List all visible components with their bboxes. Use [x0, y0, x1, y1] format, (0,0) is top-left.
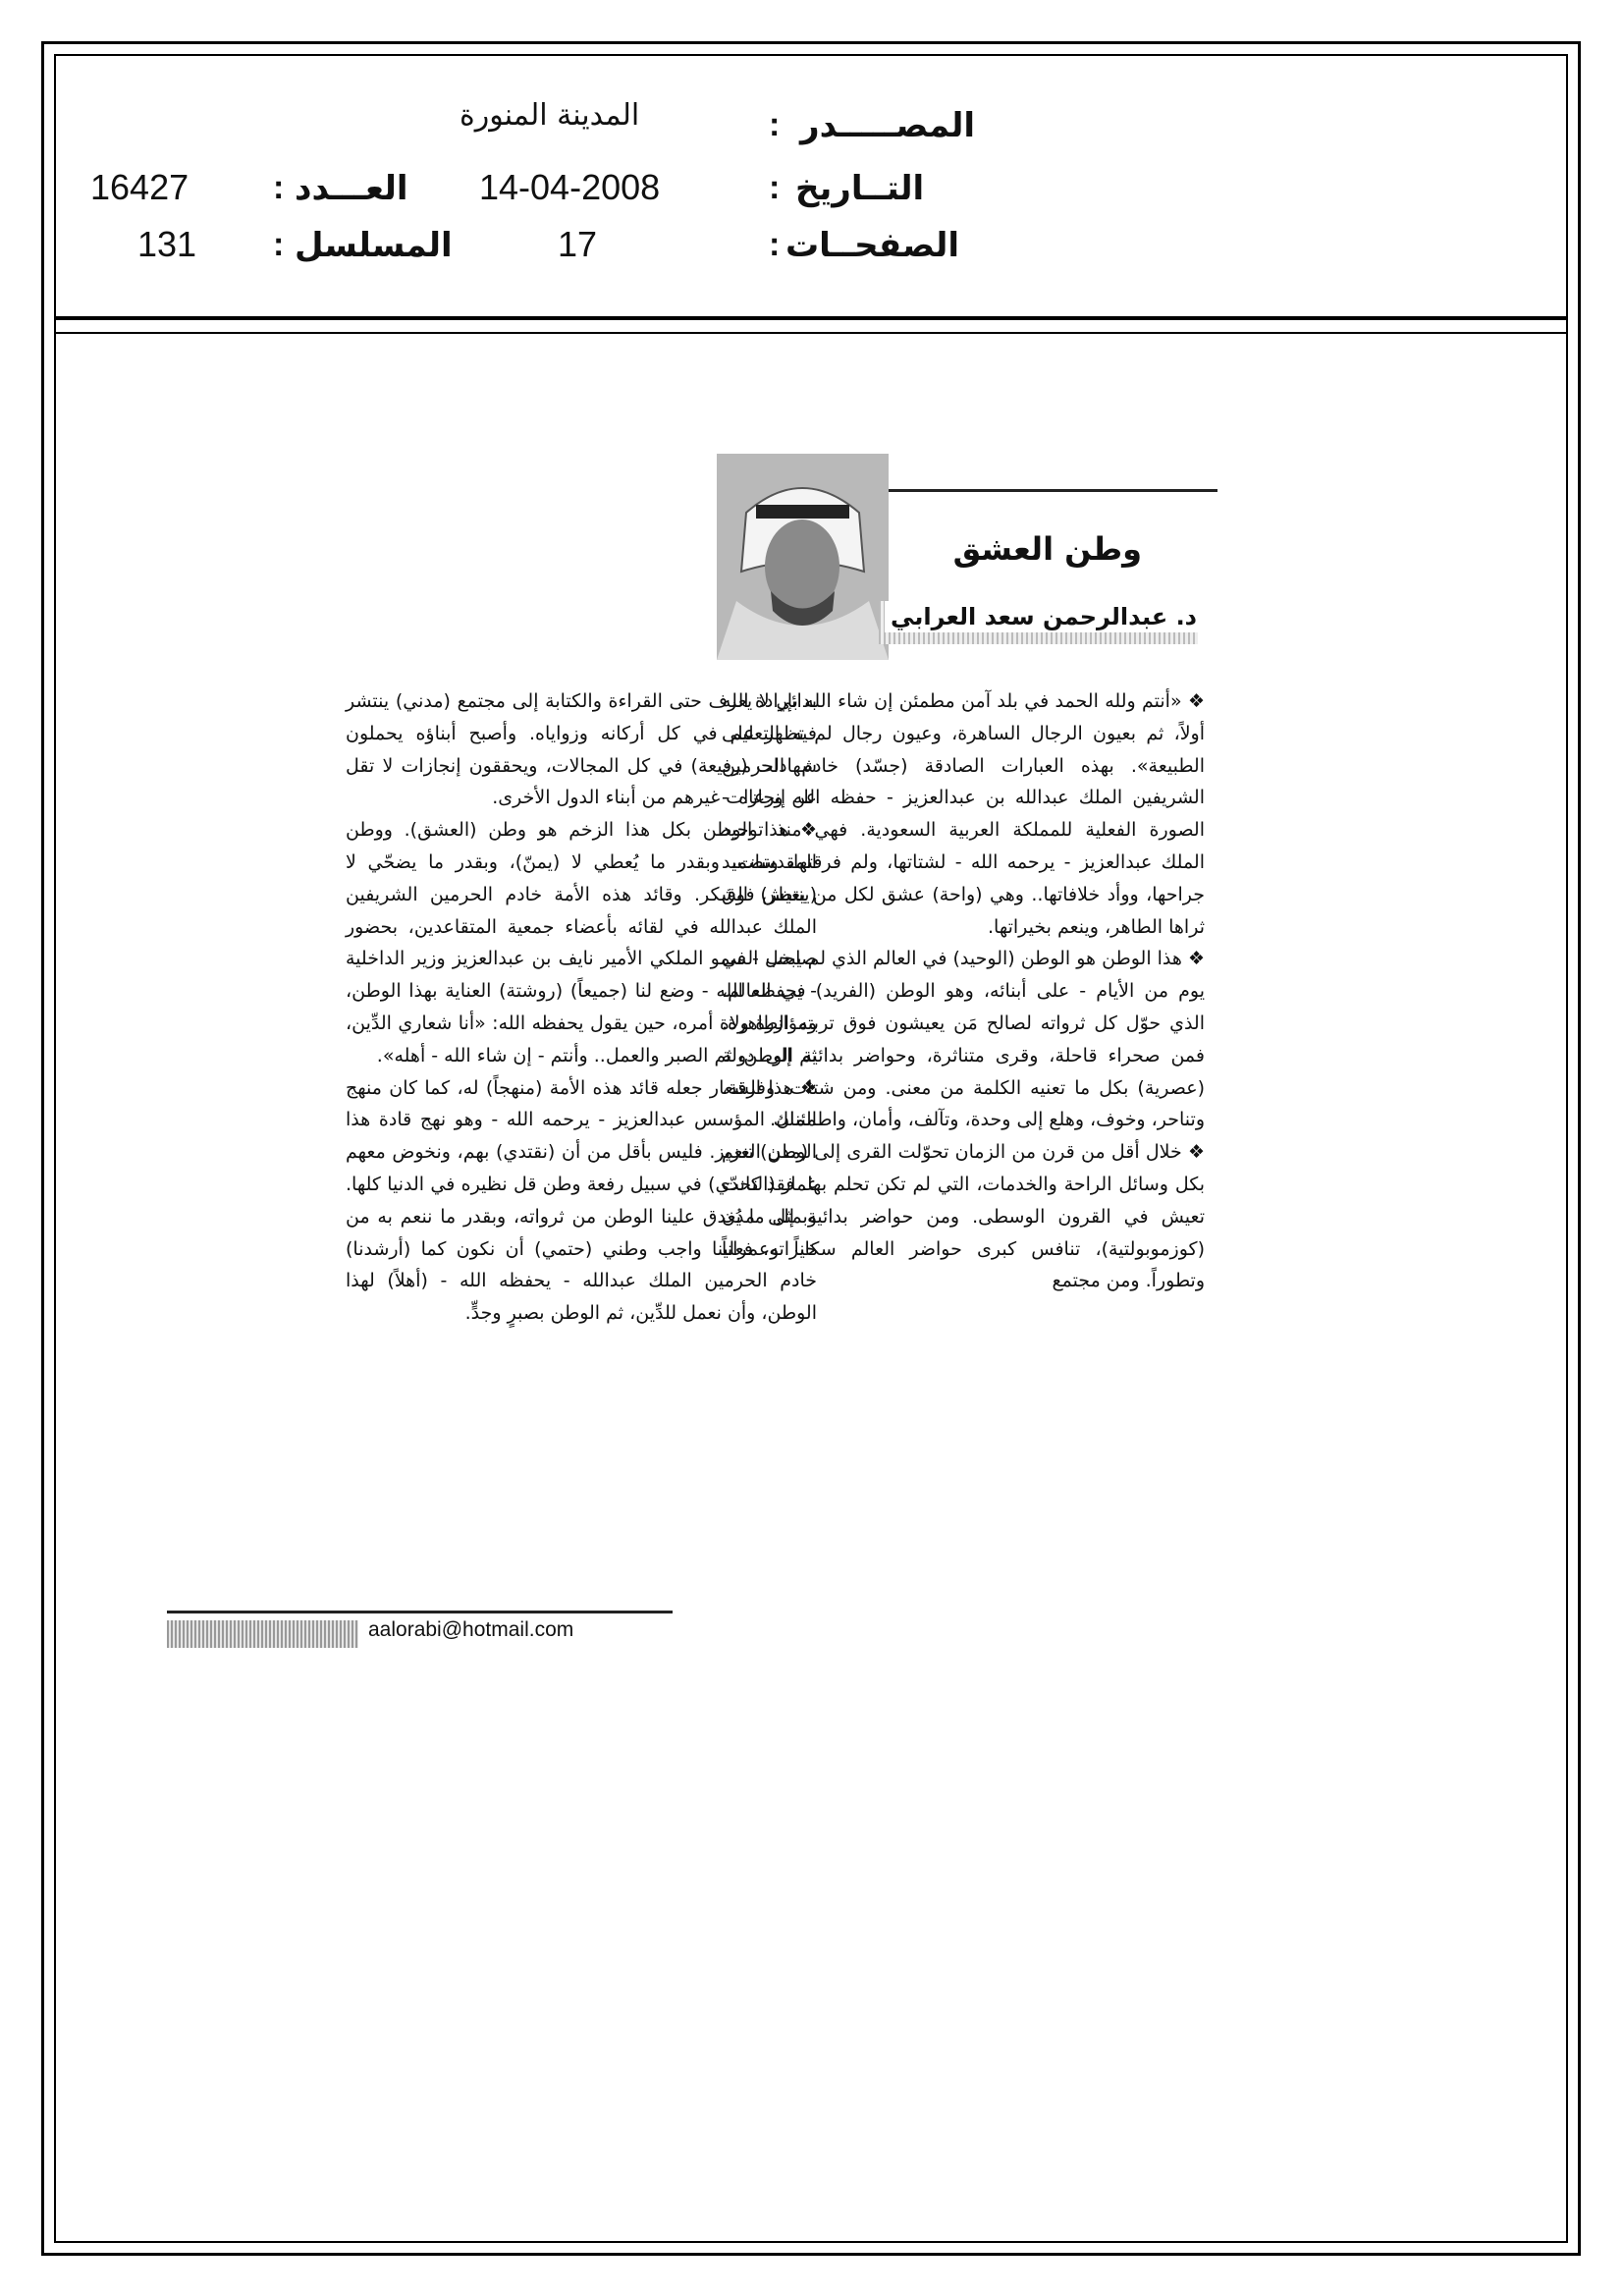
- source-value: المدينة المنورة: [460, 98, 640, 133]
- pages-label: الصفحــات: [785, 226, 960, 265]
- issue-label: العـــدد: [295, 169, 408, 208]
- serial-value: 131: [137, 224, 197, 264]
- paragraph: ❖ خلال أقل من قرن من الزمان تحوّلت القرى إلى (مدن) تنعم بكل وسائل الراحة والخدمات، التي لم تكن تحلم بها. فقد كانت تعيش في القرون الوسطى. ومن حواضر بدائية إلى مدن (كوزموبولتية)، تنافس كبرى حواضر العالم سكاناً وعمراناً وتطوراً. ومن مجتمع: [722, 1141, 1205, 1292]
- date-label: التــاريخ: [795, 169, 925, 208]
- serial-label: المسلسل: [295, 226, 453, 265]
- issue-colon: :: [273, 169, 285, 206]
- date-colon: :: [769, 169, 781, 206]
- paragraph: ❖ هذا الوطن بكل هذا الزخم هو وطن (العشق). ووطن المقدسات، وبقدر ما يُعطي لا (يمنّ)، وبقدر ما يضحّي لا (ينتظر) الشكر. وقائد هذه الأمة خادم الحرمين الشريفين الملك عبدالله في لقائه بأعضاء جمعية المتقاعدين، بحضور صاحب السمو الملكي الأمير نايف بن عبدالعزيز وزير الداخلية - يحفظه الله - وضع لنا (جميعاً) (روشتة) العناية بهذا الوطن، ومؤازرة ولاة أمره، حين يقول يحفظه الله: «أنا شعاري الدِّين، ثم الوطن، ثم الصبر والعمل.. وأنتم - إن شاء الله - أهله».: [346, 819, 817, 1066]
- serial-colon: :: [273, 226, 285, 263]
- issue-value: 16427: [90, 167, 189, 207]
- paragraph: ❖ «أنتم ولله الحمد في بلد آمن مطمئن إن شاء الله بإرادة الله أولاً، ثم بعيون الرجال الساهرة، وعيون رجال لم تظهر على الطبيعة». بهذه العبارات الصادقة (جسّد) خادم الحرمين الشريفين الملك عبدالله بن عبدالعزيز - حفظه الله ورعاه - الصورة الفعلية للمملكة العربية السعودية. فهي منذ توحيد الملك عبدالعزيز - يرحمه الله - لشتاتها، ولم فرقتها، وتضميد جراحها، ووأد خلافاتها.. وهي (واحة) عشق لكل من يعيش فوق ثراها الطاهر، وينعم بخيراتها.: [722, 690, 1205, 938]
- title-rule: [889, 489, 1217, 492]
- article-column-left: [346, 685, 817, 1330]
- date-value: 14-04-2008: [479, 167, 661, 207]
- pages-value: 17: [558, 224, 598, 264]
- author-portrait-icon: [717, 454, 889, 660]
- header-divider-thin: [54, 332, 1568, 334]
- paragraph: بدائي لا يعرف حتى القراءة والكتابة إلى مجتمع (مدني) ينتشر فيه التعليم في كل أركانه وزواياه. وأصبح أبناؤه يحملون شهادات (رفيعة) في كل المجالات، ويحققون إنجازات لا تقل عن إنجازات غيرهم من أبناء الدول الأخرى.: [346, 690, 817, 809]
- author-email[interactable]: aalorabi@hotmail.com: [368, 1618, 574, 1641]
- source-label: المصـــــدر: [800, 106, 976, 145]
- header-divider: [54, 316, 1568, 320]
- author-photo: [717, 454, 889, 660]
- source-colon: :: [769, 106, 781, 143]
- article-byline: د. عبدالرحمن سعد العرابي: [885, 601, 1203, 632]
- paragraph: ❖ هذا الشعار جعله قائد هذه الأمة (منهجاً) له، كما كان منهج الملك المؤسس عبدالعزيز - يرحمه الله - وهو نهج قادة هذا الوطن العزيز. فليس بأقل من أن (نقتدي) بهم، ونخوض معهم غمار (التحدّي) في سبيل رفعة وطن قل نظيره في الدنيا كلها. وبمثل ما يُغدق علينا الوطن من ثرواته، وبقدر ما ننعم به من خيراته، فعلينا واجب وطني (حتمي) أن نكون كما (أرشدنا) خادم الحرمين الملك عبدالله - يحفظه الله - (أهلاً) لهذا الوطن، وأن نعمل للدِّين، ثم الوطن بصبرٍ وجدٍّ.: [346, 1076, 817, 1325]
- article-title: وطن العشق: [952, 530, 1142, 568]
- signature-rule: [167, 1611, 673, 1613]
- pages-colon: :: [769, 226, 781, 263]
- signature-band: [167, 1620, 358, 1648]
- paragraph: ❖ هذا الوطن هو الوطن (الوحيد) في العالم الذي لم يبخل - في يوم من الأيام - على أبنائه، وهو الوطن (الفريد) في العالم، الذي حوّل كل ثرواته لصالح مَن يعيشون فوق تربته الطاهرة. فمن صحراء قاحلة، وقرى متناثرة، وحواضر بدائية إلى دولة (عصرية) بكل ما تعنيه الكلمة من معنى. ومن شتات، وفرقة، وتناحر، وخوف، وهلع إلى وحدة، وتآلف، وأمان، واطمئنان.: [722, 948, 1205, 1131]
